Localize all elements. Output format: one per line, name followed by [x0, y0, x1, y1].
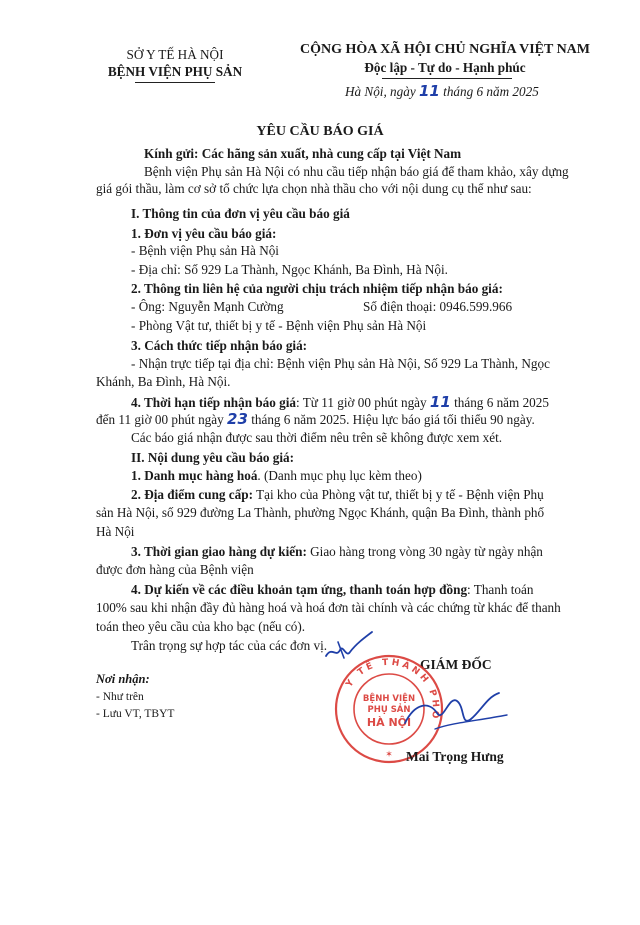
- intro-line-1: Bệnh viện Phụ sản Hà Nội có nhu cầu tiếp nhận báo giá để tham khảo, xây dựng: [144, 164, 569, 179]
- delivery-time-text: Giao hàng trong vòng 30 ngày từ ngày nhận: [306, 544, 543, 559]
- deadline-end-day-handwritten: 23: [227, 410, 248, 428]
- section-2-item-2-line-2: sản Hà Nội, số 929 đường La Thành, phường Ngọc Khánh, quận Ba Đình, thành phố: [96, 505, 545, 520]
- section-1-item-4-line-2: [96, 411, 535, 428]
- section-2-item-3-line-2: được đơn hàng của Bệnh viện: [96, 562, 254, 577]
- deadline-end-month: tháng 6 năm 2025. Hiệu lực báo giá tối thiểu 90 ngày.: [251, 412, 535, 427]
- contact-phone: Số điện thoại: 0946.599.966: [363, 299, 513, 314]
- stamp-line-1: BỆNH VIỆN: [362, 694, 416, 704]
- payment-terms-heading: 4. Dự kiến về các điều khoản tạm ứng, thanh toán hợp đồng: [131, 582, 468, 597]
- stamp-line-3: HÀ NỘI: [366, 716, 412, 729]
- stamp-line-2: PHỤ SẢN: [367, 705, 411, 715]
- section-1-item-2-heading: 2. Thông tin liên hệ của người chịu trách nhiệm tiếp nhận báo giá:: [131, 281, 503, 296]
- stamp-outer-text: Y TẾ THÀNH PHỐ: [344, 657, 441, 722]
- section-1-item-3-line-2: Khánh, Ba Đình, Hà Nội.: [96, 374, 231, 389]
- hospital-name-underline: [135, 82, 215, 83]
- section-2-item-2-line-1: [131, 487, 544, 503]
- section-2-item-4-line-3: toán theo yêu cầu của kho bạc (nếu có).: [96, 619, 306, 634]
- deadline-end-text: đến 11 giờ 00 phút ngày: [96, 412, 224, 427]
- delivery-location-heading: 2. Địa điểm cung cấp:: [131, 487, 253, 502]
- country-name: CỘNG HÒA XÃ HỘI CHỦ NGHĨA VIỆT NAM: [299, 42, 590, 57]
- section-1-heading: I. Thông tin của đơn vị yêu cầu báo giá: [131, 206, 350, 221]
- contact-department: - Phòng Vật tư, thiết bị y tế - Bệnh viện Phụ sản Hà Nội: [131, 318, 427, 333]
- section-2-item-1: [131, 468, 422, 484]
- contact-person: - Ông: Nguyễn Mạnh Cường: [131, 299, 284, 314]
- date-day-handwritten: 11: [419, 82, 440, 100]
- deadline-start-text: : Từ 11 giờ 00 phút ngày: [296, 395, 427, 410]
- deadline-start-day-handwritten: 11: [429, 393, 451, 411]
- ministry-name: SỞ Y TẾ HÀ NỘI: [126, 47, 224, 62]
- section-1-item-3-heading: 3. Cách thức tiếp nhận báo giá:: [131, 338, 308, 353]
- document-title: YÊU CẦU BÁO GIÁ: [256, 124, 384, 139]
- date-prefix: Hà Nội, ngày: [345, 84, 416, 99]
- deadline-start-month: tháng 6 năm 2025: [454, 395, 549, 410]
- svg-text:✶: ✶: [385, 750, 393, 760]
- signer-title: GIÁM ĐỐC: [420, 657, 492, 672]
- section-1-item-4-note: Các báo giá nhận được sau thời điểm nêu trên sẽ không được xem xét.: [131, 430, 503, 445]
- closing-line: Trân trọng sự hợp tác của các đơn vị.: [131, 638, 328, 653]
- section-2-item-4-line-1: [131, 582, 533, 598]
- date-suffix: tháng 6 năm 2025: [443, 84, 539, 99]
- salutation: Kính gửi: Các hãng sản xuất, nhà cung cấp tại Việt Nam: [144, 146, 462, 161]
- section-1-item-3-line-1: - Nhận trực tiếp tại địa chỉ: Bệnh viện Phụ sản Hà Nội, Số 929 La Thành, Ngọc: [131, 356, 550, 371]
- deadline-heading: 4. Thời hạn tiếp nhận báo giá: [131, 395, 297, 410]
- document-date: [345, 83, 539, 100]
- recipients-label: Nơi nhận:: [96, 672, 150, 686]
- hospital-name: BỆNH VIỆN PHỤ SẢN: [107, 64, 243, 79]
- motto-underline: [382, 78, 512, 79]
- delivery-time-heading: 3. Thời gian giao hàng dự kiến:: [131, 544, 307, 559]
- signer-name: Mai Trọng Hưng: [406, 749, 504, 764]
- goods-list-text: . (Danh mục phụ lục kèm theo): [257, 468, 422, 483]
- director-signature: [395, 683, 515, 743]
- section-1-item-1-heading: 1. Đơn vị yêu cầu báo giá:: [131, 226, 277, 241]
- recipient-item-1: - Như trên: [96, 691, 144, 703]
- section-2-heading: II. Nội dung yêu cầu báo giá:: [131, 450, 295, 465]
- section-2-item-4-line-2: 100% sau khi nhận đầy đủ hàng hoá và hoá đơn tài chính và các chứng từ khác để thanh: [96, 600, 561, 615]
- intro-line-2: giá gói thầu, làm cơ sở tổ chức lựa chọn nhà thầu cho với nội dung cụ thể như sau:: [96, 181, 532, 196]
- payment-terms-text: : Thanh toán: [467, 582, 534, 597]
- section-2-item-3-line-1: [131, 544, 543, 560]
- goods-list-heading: 1. Danh mục hàng hoá: [131, 468, 258, 483]
- section-1-item-4-line-1: [131, 394, 549, 411]
- section-1-item-1-line-2: - Địa chỉ: Số 929 La Thành, Ngọc Khánh, Ba Đình, Hà Nội.: [131, 262, 448, 277]
- recipient-item-2: - Lưu VT, TBYT: [96, 708, 175, 720]
- motto: Độc lập - Tự do - Hạnh phúc: [364, 60, 526, 75]
- section-2-item-2-line-3: Hà Nội: [96, 524, 135, 539]
- delivery-location-text: Tại kho của Phòng vật tư, thiết bị y tế - Bệnh viện Phụ: [252, 487, 544, 502]
- section-1-item-1-line-1: - Bệnh viện Phụ sản Hà Nội: [131, 243, 279, 258]
